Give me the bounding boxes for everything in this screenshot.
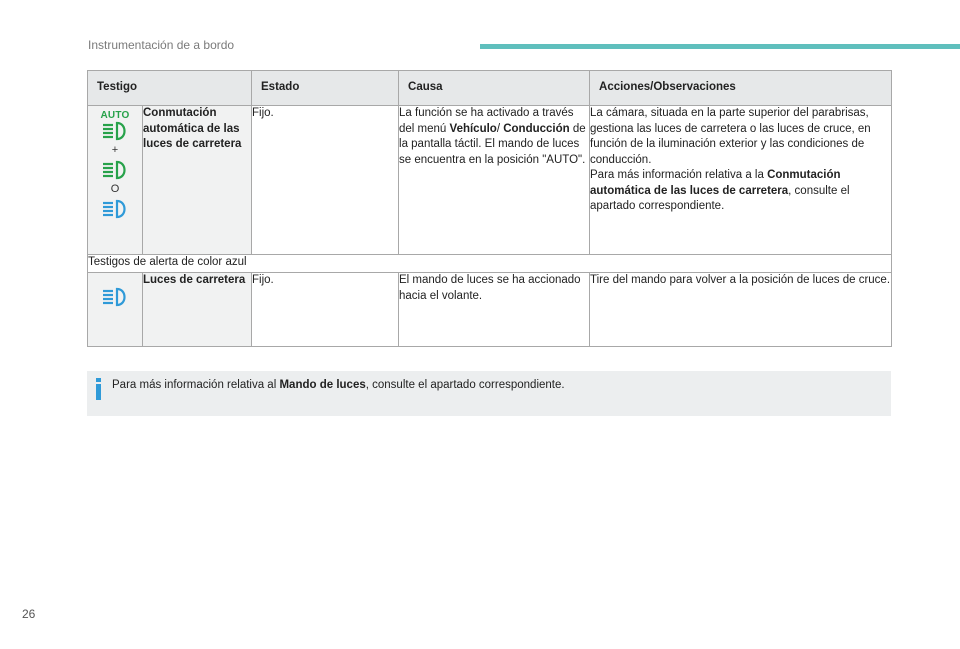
- auto-label: AUTO: [100, 110, 130, 121]
- warning-lamps-table: [87, 70, 892, 347]
- cause-cell: El mando de luces se ha accionado hacia el volante.: [399, 273, 590, 347]
- col-header-testigo: Testigo: [88, 71, 252, 106]
- header-bar: [480, 44, 960, 49]
- blue-high-beam-icon: [100, 199, 130, 219]
- table-row: [88, 273, 892, 347]
- col-header-causa: Causa: [399, 71, 590, 106]
- green-high-beam-icon: [100, 121, 130, 141]
- state-cell: Fijo.: [252, 273, 399, 347]
- note-text: Para más información relativa al Mando de luces, consulte el apartado correspondiente.: [112, 379, 565, 391]
- plus-sign: +: [111, 144, 119, 156]
- table-header-row: [88, 71, 892, 106]
- section-header: Instrumentación de a bordo: [88, 38, 235, 52]
- info-note: [87, 371, 891, 416]
- state-cell: Fijo.: [252, 106, 399, 255]
- table-section-row: [88, 255, 892, 273]
- col-header-estado: Estado: [252, 71, 399, 106]
- icon-cell: [88, 106, 143, 255]
- page-number: 26: [22, 607, 36, 621]
- section-label: Testigos de alerta de color azul: [88, 255, 892, 273]
- lamp-name-cell: Luces de carretera: [143, 273, 252, 347]
- blue-high-beam-icon: [100, 287, 130, 307]
- table-row: [88, 106, 892, 255]
- action-cell: Tire del mando para volver a la posición de luces de cruce.: [590, 273, 892, 347]
- info-icon: [95, 378, 103, 400]
- or-sign: O: [110, 183, 120, 195]
- lamp-name-cell: Conmutación automática de las luces de carretera: [143, 106, 252, 255]
- green-high-beam-icon: [100, 160, 130, 180]
- col-header-acciones: Acciones/Observaciones: [590, 71, 892, 106]
- action-cell: La cámara, situada en la parte superior del parabrisas, gestiona las luces de carretera o las luces de cruce, en función de la iluminación exterior y las condiciones de conducción. Para más información relativa a la Conmutación automática de las luces de carretera, consulte el apartado correspondiente.: [590, 106, 892, 255]
- cause-cell: La función se ha activado a través del menú Vehículo/ Conducción de la pantalla táctil. El mando de luces se encuentra en la posición "AUTO".: [399, 106, 590, 255]
- icon-cell: [88, 273, 143, 347]
